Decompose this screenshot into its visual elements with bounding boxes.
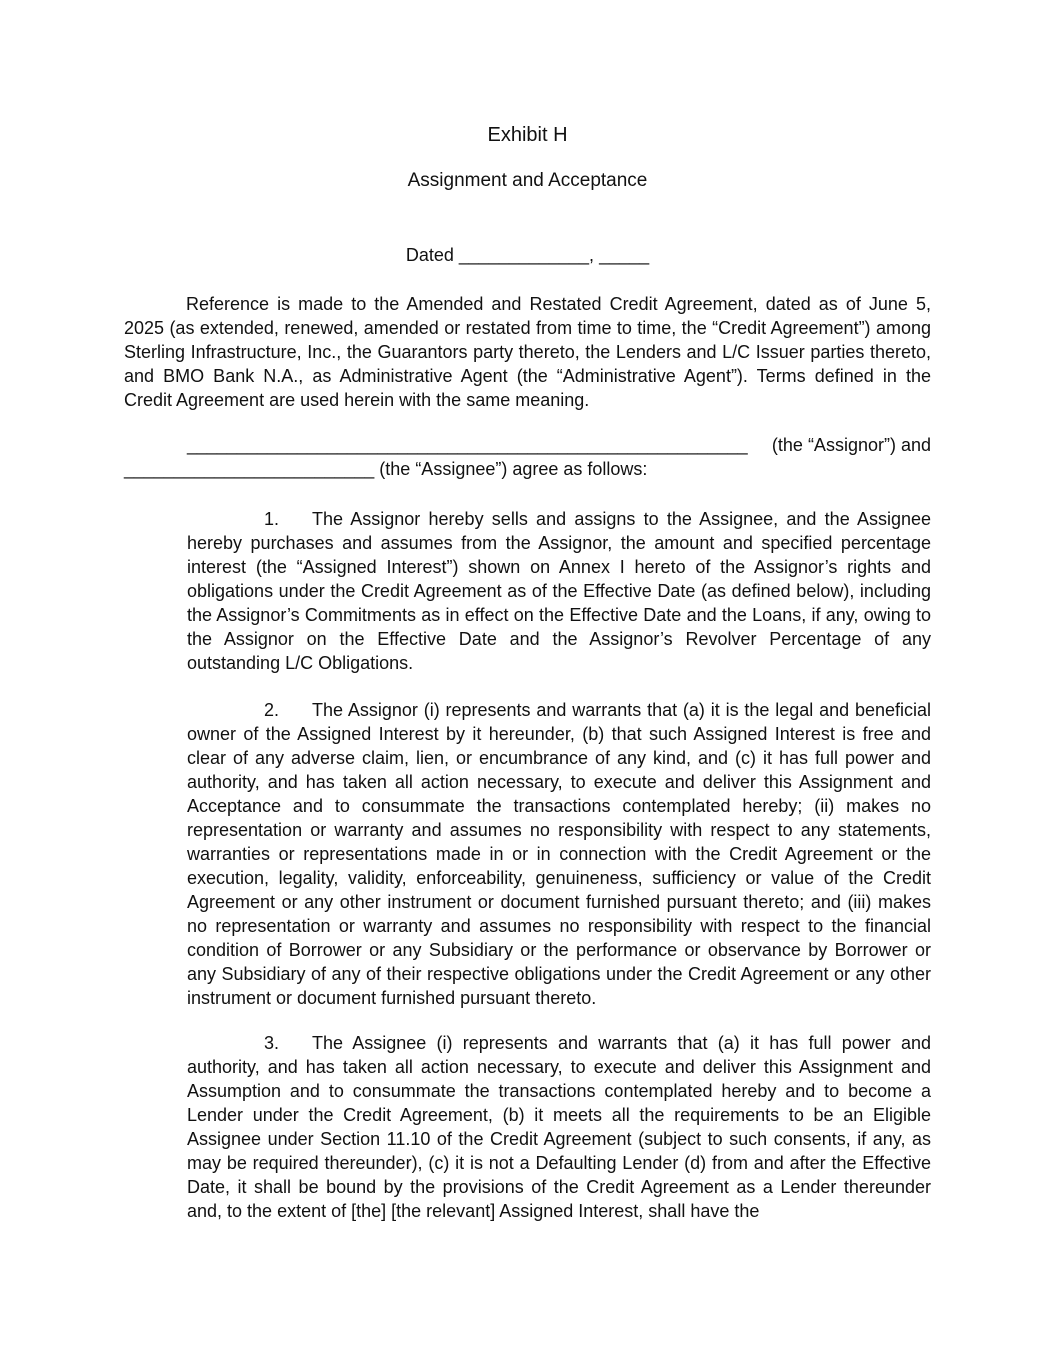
section-1 (187, 507, 931, 675)
assignee-text: (the “Assignee”) agree as follows: (379, 459, 648, 479)
section-number: 3. (264, 1033, 280, 1053)
dated-blank-day: _____________ (458, 245, 590, 265)
section-2 (187, 698, 931, 1010)
section-3 (187, 1031, 931, 1223)
intro-paragraph: Reference is made to the Amended and Restated Credit Agreement, dated as of June 5, 2025 (as extended, renewed, amended or restated from time to time, the “Credit Agreement”) among Sterling Infrastructure, Inc., the Guarantors party thereto, the Lenders and L/C Issuer parties thereto, and BMO Bank N.A., as Administrative Agent (the “Administrative Agent”). Terms defined in the Credit Agreement are used herein with the same meaning. (124, 294, 931, 410)
section-number: 1. (264, 509, 280, 529)
dated-comma: , (589, 245, 595, 265)
document-subtitle: Assignment and Acceptance (407, 170, 648, 191)
exhibit-title: Exhibit H (487, 124, 568, 146)
section-text: The Assignee (i) represents and warrants that (a) it has full power and authority, and has taken all action necessary, to execute and deliver this Assignment and Assumption and to consummate the transactions contemplated hereby and to become a Lender under the Credit Agreement, (b) it meets all the requirements to be an Eligible Assignee under Section 11.10 of the Credit Agreement (subject to such consents, if any, as may be required thereunder), (c) it is not a Defaulting Lender (d) from and after the Effective Date, it shall be bound by the provisions of the Credit Agreement as a Lender thereunder and, to the extent of [the] [the relevant] Assigned Interest, shall have the (187, 1033, 931, 1221)
dated-blank-year: _____ (599, 245, 650, 265)
assignor-text: (the “Assignor”) and (771, 435, 931, 455)
dated-line (0, 245, 1055, 266)
assignor-line (187, 435, 931, 456)
section-number: 2. (264, 700, 280, 720)
assignee-blank: _________________________ (124, 459, 375, 479)
section-text: The Assignor hereby sells and assigns to the Assignee, and the Assignee hereby purchases and assumes from the Assignor, the amount and specified percentage interest (the “Assigned Interest”) shown on Annex I hereto of the Assignor’s rights and obligations under the Credit Agreement as of the Effective Date (as defined below), including the Assignor’s Commitments as in effect on the Effective Date and the Loans, if any, owing to the Assignor on the Effective Date and the Assignor’s Revolver Percentage of any outstanding L/C Obligations. (187, 509, 931, 673)
assignee-line (124, 459, 647, 480)
section-text: The Assignor (i) represents and warrants that (a) it is the legal and beneficial owner of the Assigned Interest by it hereunder, (b) that such Assigned Interest is free and clear of any adverse claim, lien, or encumbrance of any kind, and (c) it has full power and authority, and has taken all action necessary, to execute and deliver this Assignment and Acceptance and to consummate the transactions contemplated hereby; (ii) makes no representation or warranty and assumes no responsibility with respect to any statements, warranties or representations made in or in connection with the Credit Agreement or the execution, legality, validity, enforceability, genuineness, sufficiency or value of the Credit Agreement or any other instrument or document furnished pursuant thereto; and (iii) makes no representation or warranty and assumes no responsibility with respect to the financial condition of Borrower or any Subsidiary or the performance or observance by Borrower or any Subsidiary of any of their respective obligations under the Credit Agreement or any other instrument or document furnished pursuant thereto. (187, 700, 931, 1008)
assignor-blank: ________________________________________________________ (187, 435, 748, 455)
dated-label: Dated (405, 245, 454, 265)
